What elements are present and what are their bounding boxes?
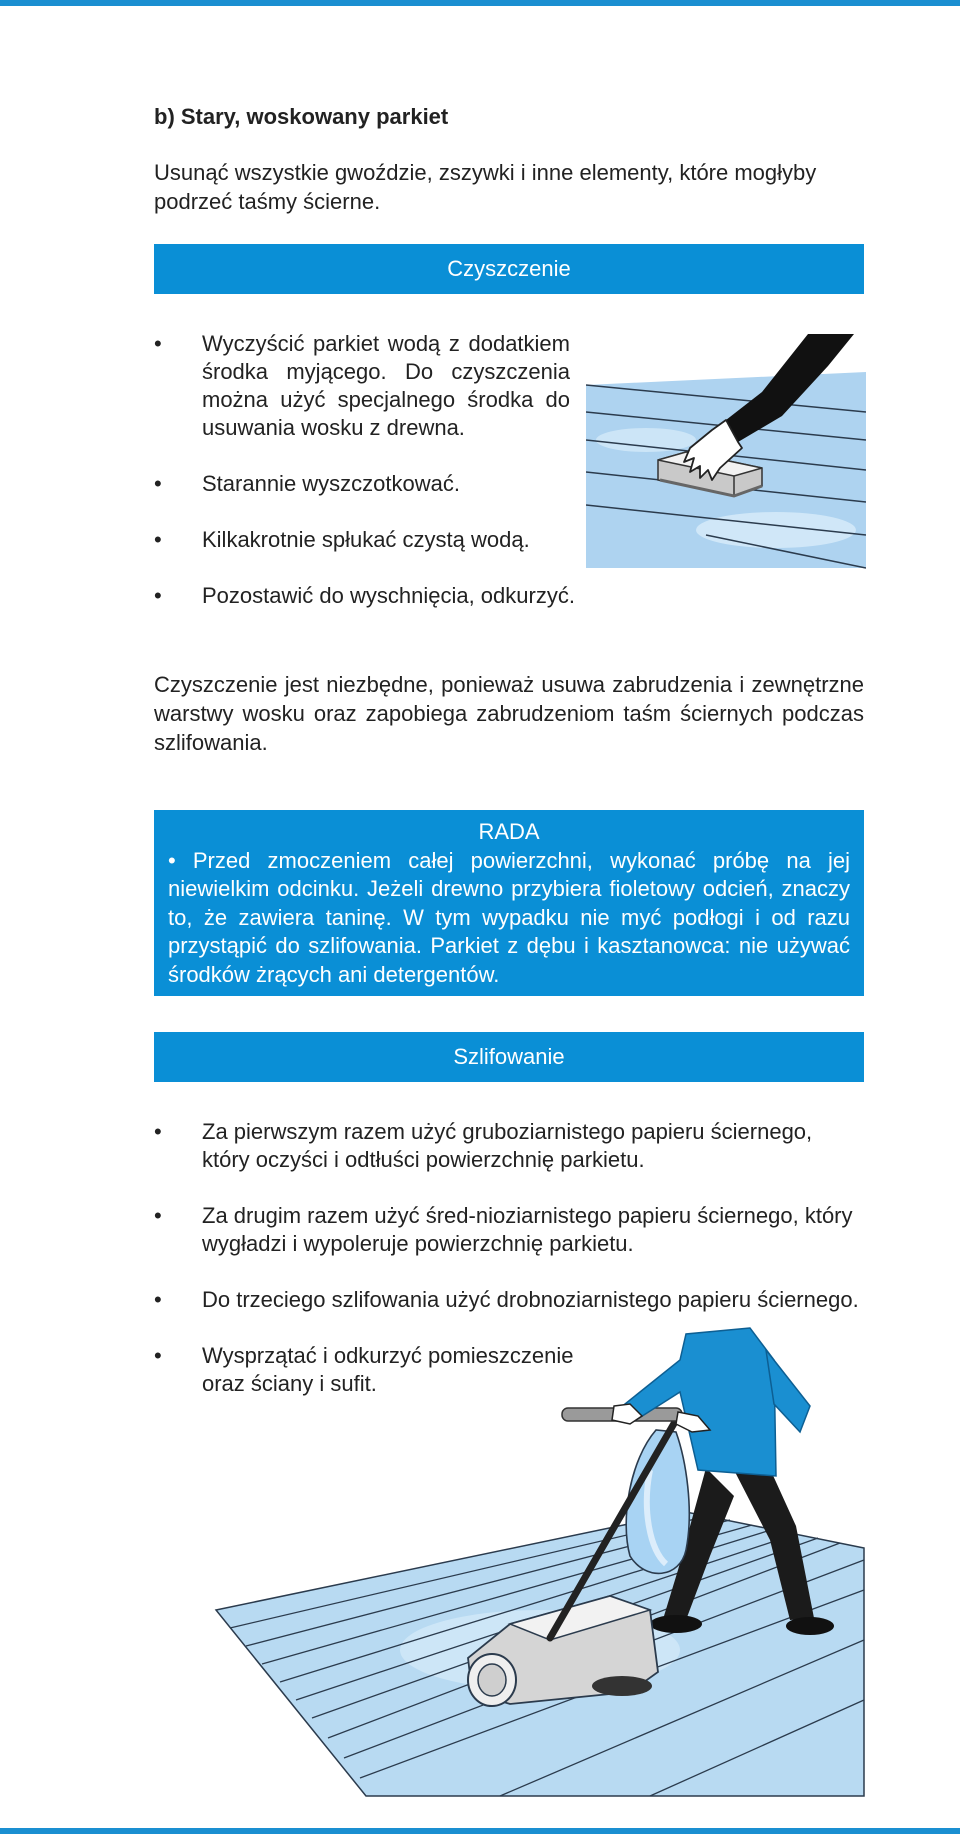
tip-box: [154, 810, 864, 996]
cleaning-section-bar: [154, 244, 864, 294]
list-item: • Kilkakrotnie spłukać czystą wodą.: [154, 527, 530, 552]
top-border: [0, 0, 960, 6]
cleaning-list: [154, 330, 575, 638]
sanding-section-bar: [154, 1032, 864, 1082]
bullet-icon: •: [154, 1119, 162, 1144]
list-item: • Pozostawić do wyschnięcia, odkurzyć.: [154, 583, 575, 608]
list-item: • Za drugim razem użyć śred-nioziarnistego papieru ściernego, który wygładzi i wypoleruje powierzchnię parkietu.: [154, 1203, 853, 1256]
scrubbing-illustration: [586, 330, 866, 570]
bullet-icon: •: [154, 527, 162, 552]
intro-paragraph: Usunąć wszystkie gwoździe, zszywki i inne elementy, które mogłyby podrzeć taśmy ścierne.: [154, 160, 817, 214]
sanding-title: Szlifowanie: [453, 1044, 565, 1069]
bullet-icon: •: [154, 1287, 162, 1312]
section-heading: b) Stary, woskowany parkiet: [154, 104, 449, 129]
cleaning-note: Czyszczenie jest niezbędne, ponieważ usuwa zabrudzenia i zewnętrzne warstwy wosku oraz zapobiega zabrudzeniom taśm ściernych podczas szlifowania.: [154, 672, 864, 755]
bullet-icon: •: [154, 1203, 162, 1228]
tip-title: RADA: [478, 819, 540, 844]
cleaning-title: Czyszczenie: [447, 256, 571, 281]
list-item: • Za pierwszym razem użyć gruboziarnistego papieru ściernego, który oczyści i odtłuści powierzchnię parkietu.: [154, 1119, 813, 1172]
list-item: • Do trzeciego szlifowania użyć drobnoziarnistego papieru ściernego.: [154, 1287, 859, 1312]
list-item: • Wysprzątać i odkurzyć pomieszczenie oraz ściany i sufit.: [154, 1343, 574, 1396]
list-item: • Wyczyścić parkiet wodą z dodatkiem środka myjącego. Do czyszczenia można użyć specjalnego środka do usuwania wosku z drewna.: [154, 331, 570, 440]
bullet-icon: •: [154, 583, 162, 608]
tip-text: • Przed zmoczeniem całej powierzchni, wykonać próbę na jej niewielkim odcinku. Jeżeli drewno przybiera fioletowy odcień, znaczy to, że zawiera taninę. W tym wypadku nie myć podłogi i od razu przystąpić do szlifowania. Parkiet z dębu i kasztanowca: nie używać środków żrących ani detergentów.: [168, 847, 850, 987]
list-item: • Starannie wyszczotkować.: [154, 471, 460, 496]
bullet-icon: •: [154, 331, 162, 356]
bullet-icon: •: [154, 1343, 162, 1368]
bottom-border: [0, 1828, 960, 1834]
sanding-machine-illustration: [210, 1320, 866, 1800]
bullet-icon: •: [154, 471, 162, 496]
